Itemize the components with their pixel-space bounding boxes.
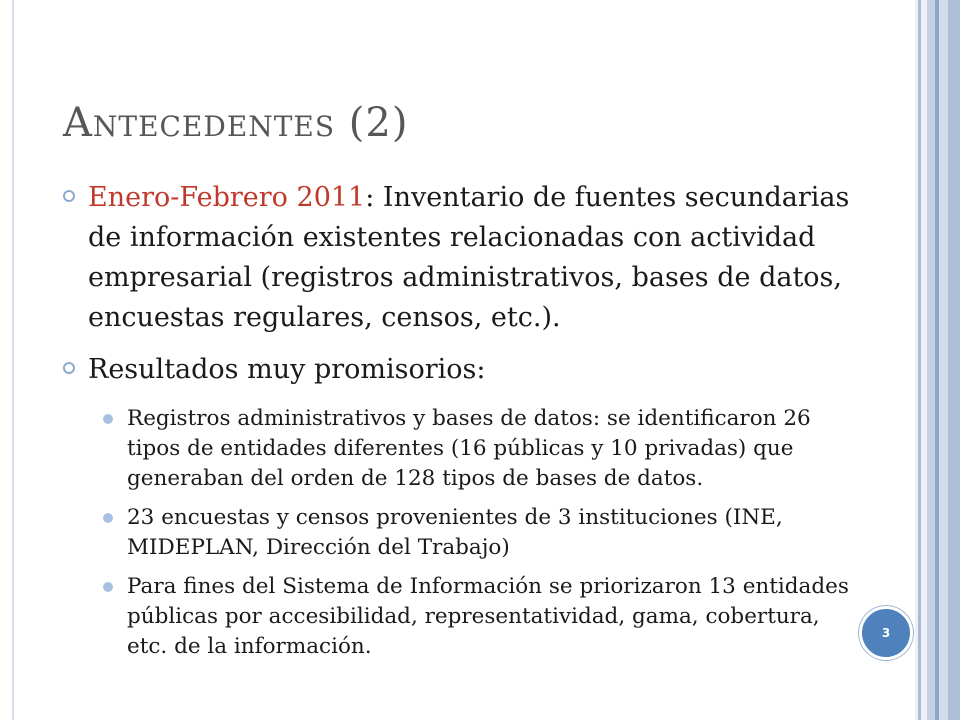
decorative-side-bands (915, 0, 960, 720)
left-border-line (12, 0, 14, 720)
bullet-item (63, 178, 853, 338)
dot-bullet-icon (103, 582, 113, 592)
highlighted-date: Enero-Febrero 2011 (88, 182, 366, 213)
sub-bullet-text: 23 encuestas y censos provenientes de 3 instituciones (INE, MIDEPLAN, Dirección del Trabajo) (127, 505, 783, 560)
dot-bullet-icon (103, 414, 113, 424)
bullet-item (63, 350, 853, 390)
sub-bullet-item (63, 503, 853, 563)
sub-bullet-text: Registros administrativos y bases de datos: se identificaron 26 tipos de entidades diferentes (16 públicas y 10 privadas) que generaban del orden de 128 tipos de bases de datos. (127, 406, 811, 491)
sub-bullet-item (63, 572, 853, 662)
bullet-text: : Inventario de fuentes secundarias de información existentes relacionadas con actividad empresarial (registros administrativos, bases de datos, encuestas regulares, censos, etc.). (88, 182, 850, 333)
slide-title: Antecedentes (2) (63, 100, 409, 146)
bullet-text: Resultados muy promisorios: (88, 354, 486, 385)
sub-bullet-item (63, 404, 853, 494)
slide-content (63, 178, 853, 671)
slide-number-badge: 3 (859, 606, 913, 660)
sub-bullet-text: Para fines del Sistema de Información se priorizaron 13 entidades públicas por accesibilidad, representatividad, gama, cobertura, etc. de la información. (127, 574, 849, 659)
dot-bullet-icon (103, 513, 113, 523)
ring-bullet-icon (63, 362, 75, 374)
ring-bullet-icon (63, 190, 75, 202)
